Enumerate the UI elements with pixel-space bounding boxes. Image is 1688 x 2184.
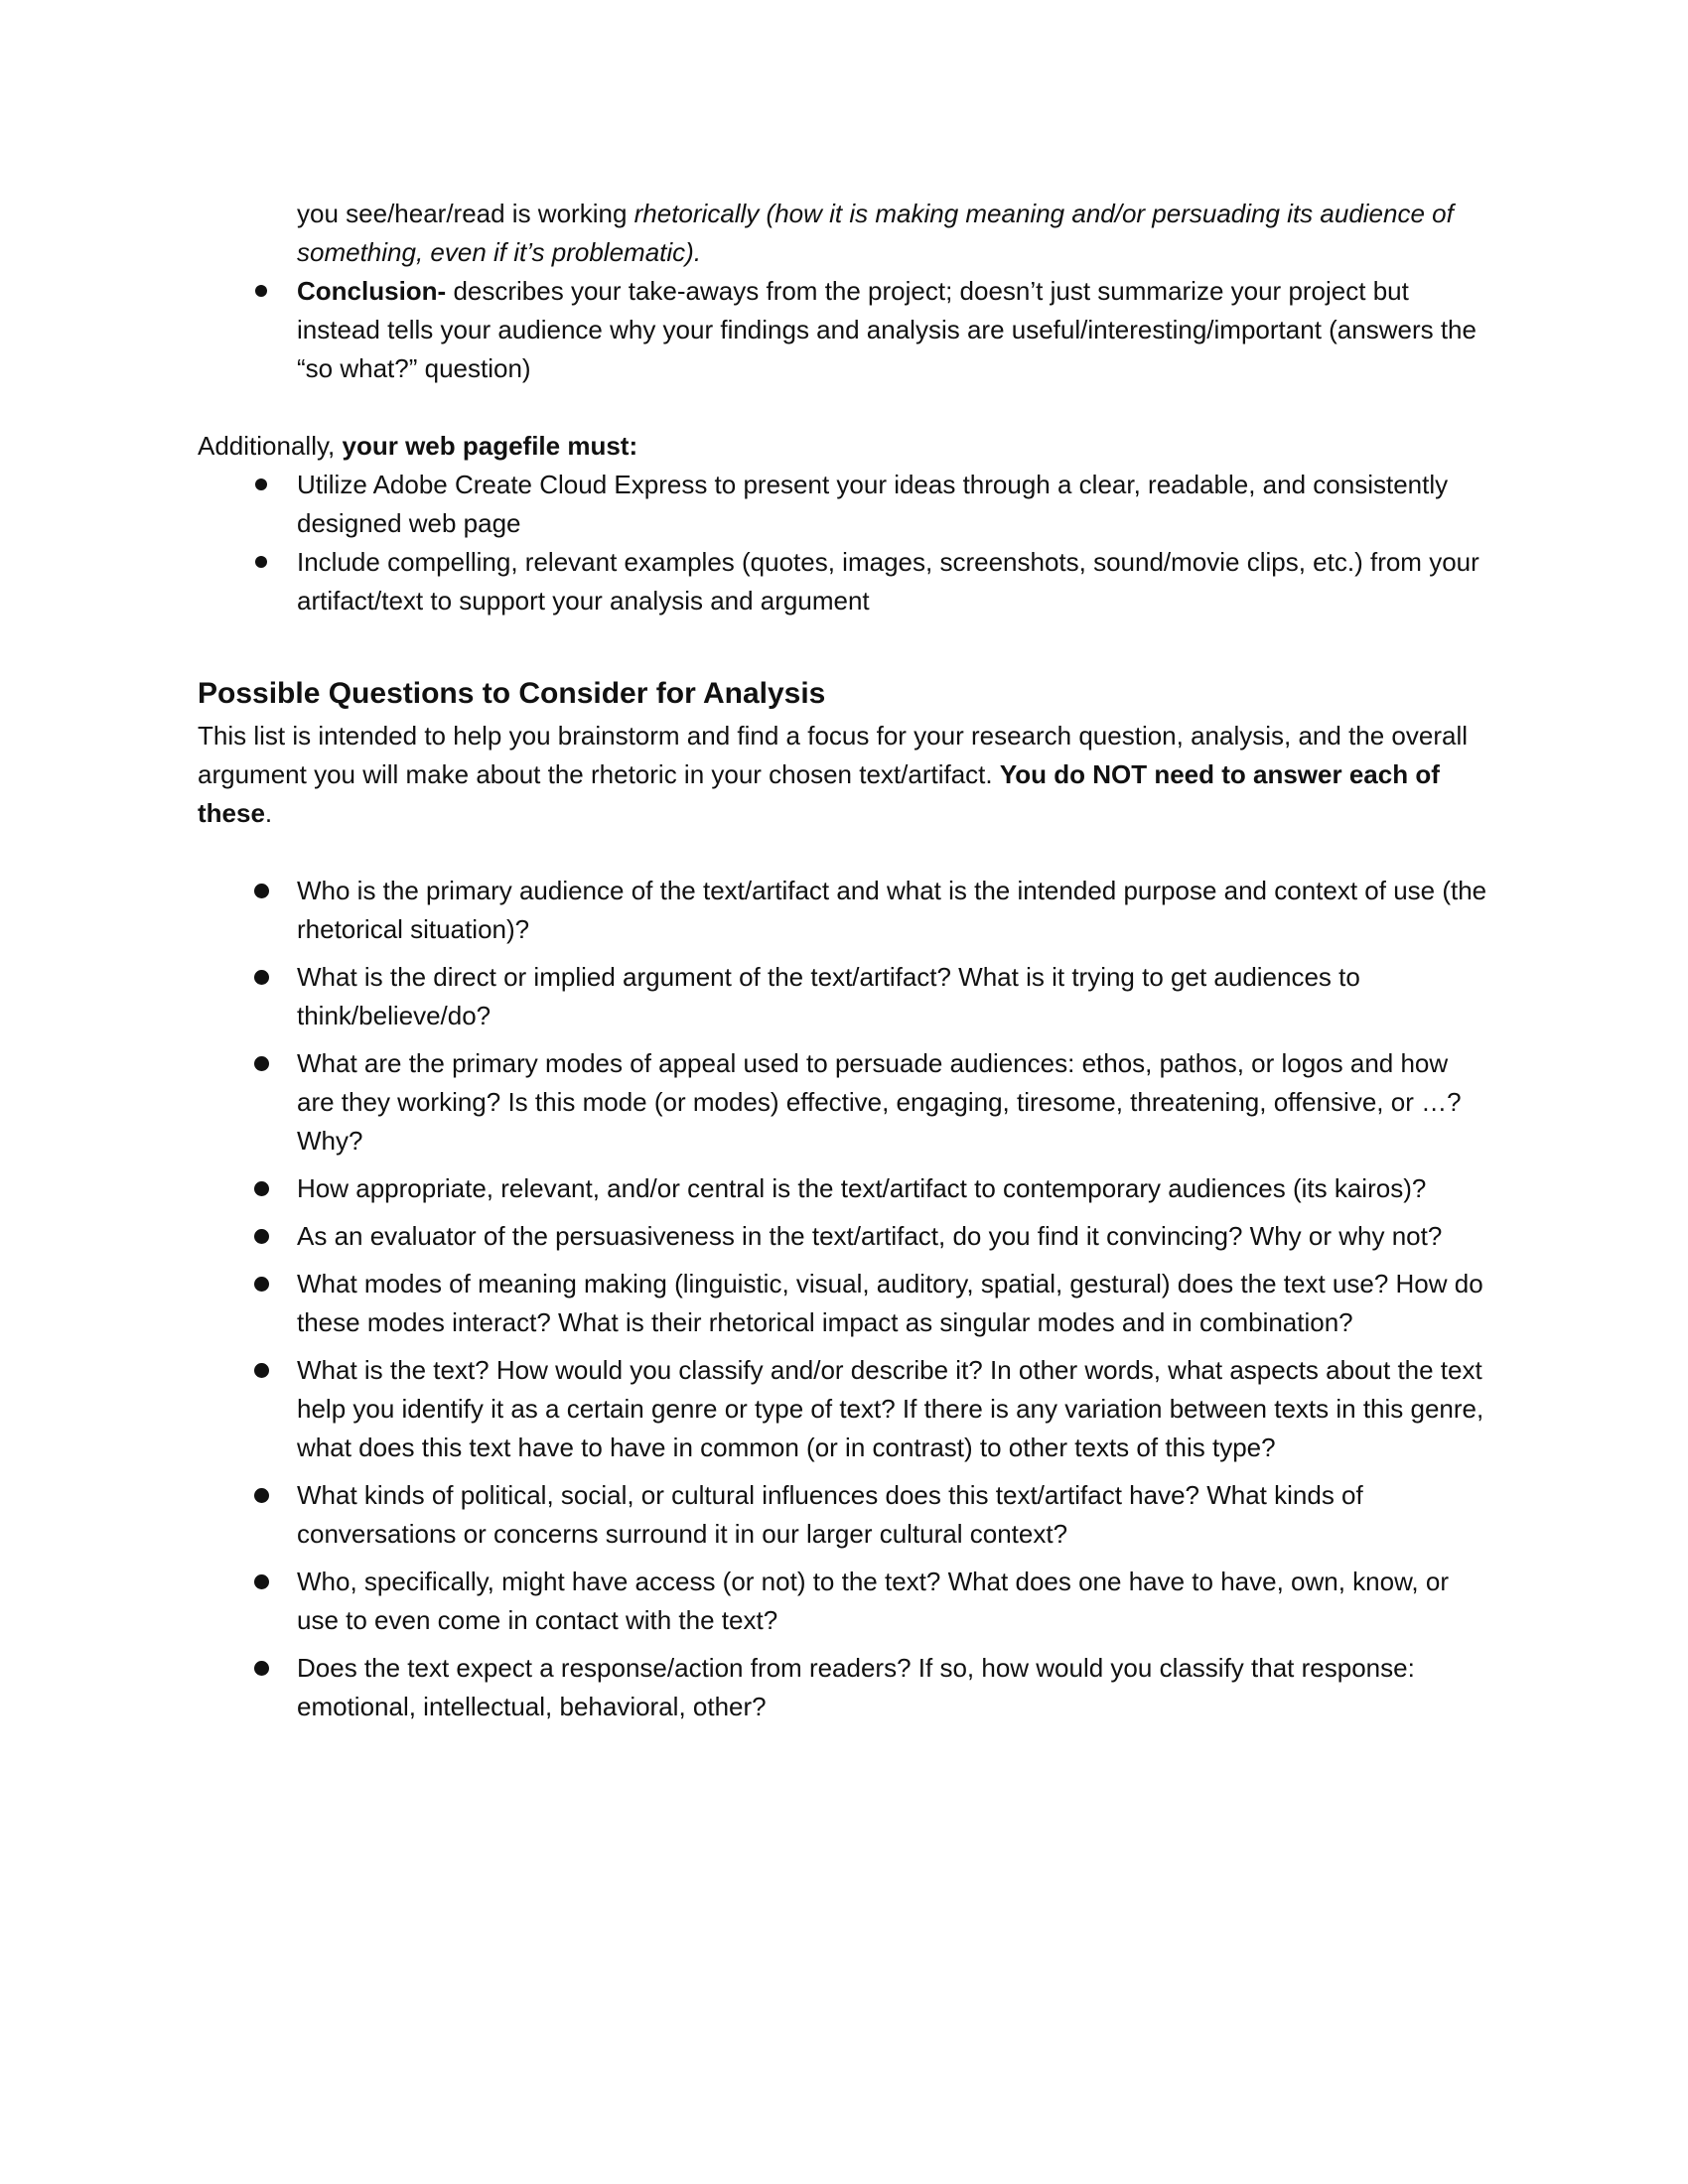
additionally-paragraph <box>198 427 1488 466</box>
bullet-icon <box>251 1169 271 1208</box>
question-item <box>198 1563 1488 1640</box>
additionally-prefix: Additionally, <box>198 431 343 461</box>
bullet-icon <box>251 1044 271 1083</box>
bullet-icon <box>251 272 271 311</box>
bullet-icon <box>251 872 271 910</box>
web-page-requirements-list <box>198 466 1488 620</box>
bullet-icon <box>251 466 271 504</box>
continued-paragraph <box>297 195 1488 272</box>
section-heading: Possible Questions to Consider for Analysis <box>198 677 826 710</box>
question-text: What are the primary modes of appeal used to persuade audiences: ethos, pathos, or logos and how are they working? Is this mode (or modes) effective, engaging, tiresome, threatening, offensive, or …? Why? <box>297 1048 1462 1156</box>
questions-intro-text: This list is intended to help you brainstorm and find a focus for your research question, analysis, and the overall argument you will make about the rhetoric in your chosen text/artifact. <box>198 721 1469 789</box>
question-text: As an evaluator of the persuasiveness in the text/artifact, do you find it convincing? Why or why not? <box>297 1221 1443 1251</box>
question-text: Does the text expect a response/action from readers? If so, how would you classify that response: emotional, intellectual, behavioral, other? <box>297 1653 1415 1721</box>
question-text: Who is the primary audience of the text/artifact and what is the intended purpose and context of use (the rhetorical situation)? <box>297 876 1487 944</box>
bullet-icon <box>251 543 271 582</box>
requirements-list <box>198 272 1488 388</box>
list-item <box>198 466 1488 543</box>
bullet-icon <box>251 1476 271 1515</box>
continued-italic-text: rhetorically (how it is making meaning and/or persuading its audience of something, even if it’s problematic). <box>297 199 1454 267</box>
list-item-text: Include compelling, relevant examples (quotes, images, screenshots, sound/movie clips, etc.) from your artifact/text to support your analysis and argument <box>297 547 1479 615</box>
conclusion-text: describes your take-aways from the project; doesn’t just summarize your project but instead tells your audience why your findings and analysis are useful/interesting/important (answers the “so what?” question) <box>297 276 1477 383</box>
question-item <box>198 1649 1488 1726</box>
question-item <box>198 1351 1488 1467</box>
list-item-text: Utilize Adobe Create Cloud Express to present your ideas through a clear, readable, and consistently designed web page <box>297 470 1449 538</box>
questions-intro-bold: You do NOT need to answer each of these <box>198 759 1440 828</box>
question-item <box>198 872 1488 949</box>
question-item <box>198 1476 1488 1554</box>
questions-intro-end: . <box>264 798 273 828</box>
question-text: What is the direct or implied argument of the text/artifact? What is it trying to get audiences to think/believe/do? <box>297 962 1360 1030</box>
bullet-icon <box>251 958 271 997</box>
document-content <box>198 195 1488 1735</box>
question-item <box>198 1044 1488 1160</box>
question-text: Who, specifically, might have access (or not) to the text? What does one have to have, own, know, or use to even come in contact with the text? <box>297 1567 1449 1635</box>
questions-list <box>198 872 1488 1726</box>
questions-intro-paragraph <box>198 717 1488 833</box>
question-text: What kinds of political, social, or cultural influences does this text/artifact have? What kinds of conversations or concerns surround it in our larger cultural context? <box>297 1480 1363 1549</box>
question-item <box>198 1169 1488 1208</box>
list-item <box>198 543 1488 620</box>
question-item <box>198 958 1488 1035</box>
question-text: What is the text? How would you classify and/or describe it? In other words, what aspects about the text help you identify it as a certain genre or type of text? If there is any variation between texts in this genre, what does this text have to have in common (or in contrast) to other texts of this type? <box>297 1355 1484 1462</box>
bullet-icon <box>251 1351 271 1390</box>
question-text: What modes of meaning making (linguistic, visual, auditory, spatial, gestural) does the text use? How do these modes interact? What is their rhetorical impact as singular modes and in combination? <box>297 1269 1483 1337</box>
list-item-conclusion <box>198 272 1488 388</box>
bullet-icon <box>251 1265 271 1303</box>
bullet-icon <box>251 1563 271 1601</box>
bullet-icon <box>251 1217 271 1256</box>
conclusion-label: Conclusion- <box>297 276 447 306</box>
continued-text: you see/hear/read is working <box>297 199 634 228</box>
bullet-icon <box>251 1649 271 1688</box>
additionally-bold: your web pagefile must: <box>342 431 638 461</box>
question-item <box>198 1265 1488 1342</box>
question-text: How appropriate, relevant, and/or central is the text/artifact to contemporary audiences (its kairos)? <box>297 1173 1427 1203</box>
question-item <box>198 1217 1488 1256</box>
